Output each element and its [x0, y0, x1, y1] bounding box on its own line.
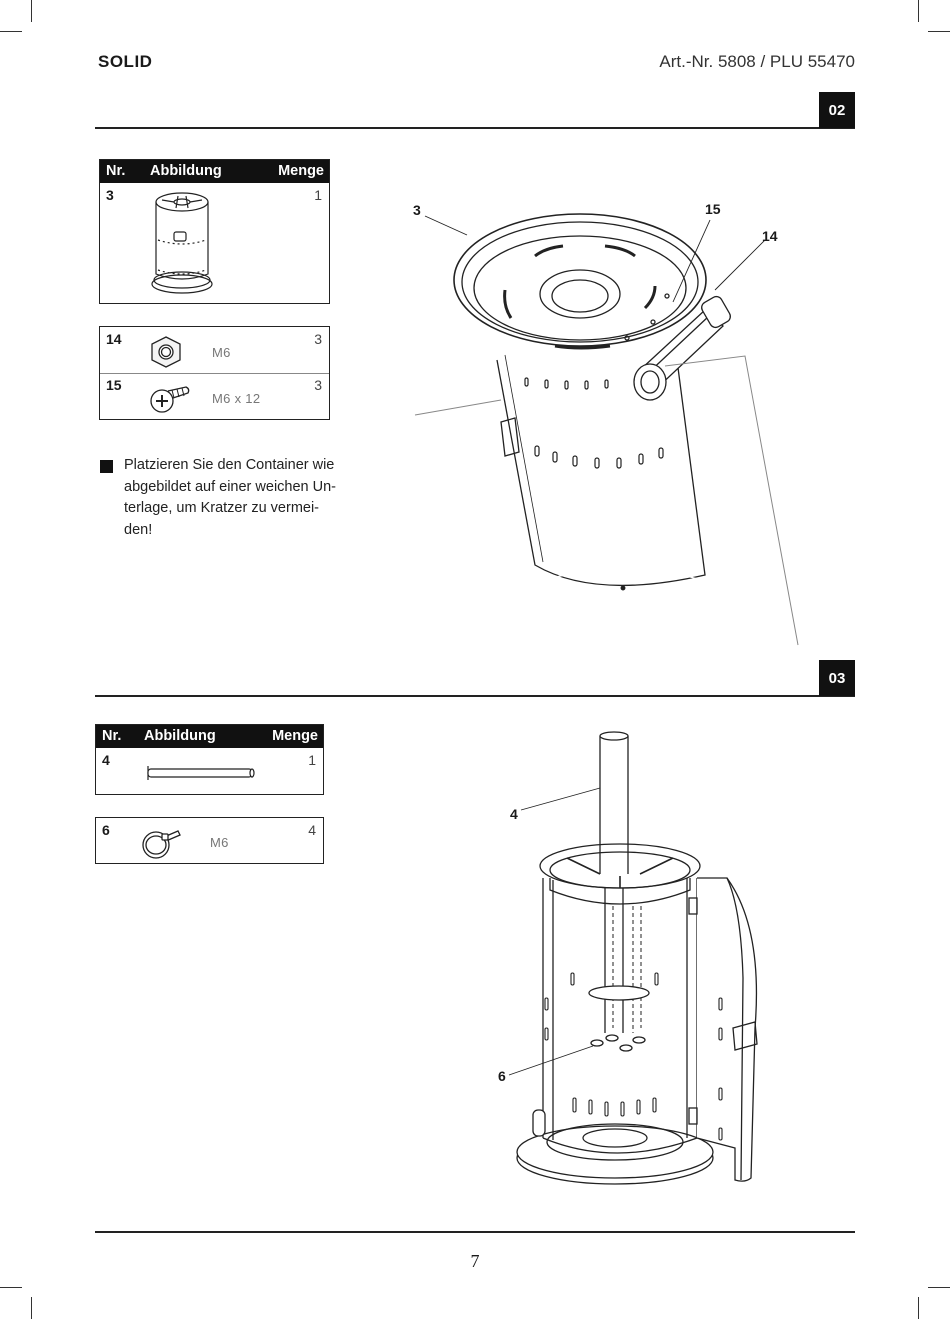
- part-quantity: 4: [308, 822, 316, 838]
- part-spec: M6: [210, 835, 229, 850]
- row-separator: [100, 373, 329, 374]
- note-line: den!: [124, 521, 153, 538]
- crop-mark: [31, 0, 32, 22]
- part-number: 4: [102, 752, 110, 768]
- section-divider: [95, 695, 855, 697]
- crop-mark: [918, 1297, 919, 1319]
- header-abbildung: Abbildung: [144, 728, 216, 744]
- part-quantity: 1: [308, 752, 316, 768]
- container-assembly-illustration: [405, 190, 815, 660]
- part-quantity: 1: [314, 187, 322, 203]
- step-number-badge: 02: [819, 92, 855, 128]
- pole-icon: [142, 761, 258, 785]
- crop-mark: [928, 1287, 950, 1288]
- callout-label: 14: [762, 228, 778, 244]
- burner-container-icon: [148, 188, 220, 300]
- section-divider: [95, 127, 855, 129]
- crop-mark: [928, 31, 950, 32]
- nut-icon: [148, 335, 184, 369]
- crop-mark: [31, 1297, 32, 1319]
- parts-table-header: [100, 160, 329, 183]
- parts-table: [99, 159, 330, 304]
- note-line: Platzieren Sie den Container wie: [124, 457, 335, 473]
- thumb-screw-icon: [140, 823, 184, 861]
- header-abbildung: Abbildung: [150, 163, 222, 179]
- part-spec: M6: [212, 345, 231, 360]
- article-number: Art.-Nr. 5808 / PLU 55470: [659, 52, 855, 71]
- part-quantity: 3: [314, 331, 322, 347]
- note-bullet: [100, 460, 113, 473]
- callout-label: 4: [510, 806, 518, 822]
- header-menge: Menge: [272, 728, 318, 744]
- step-number-badge: 03: [819, 660, 855, 696]
- brand-name: SOLID: [98, 52, 153, 71]
- instruction-note: [124, 455, 339, 541]
- note-line: abgebildet auf einer weichen Un-: [124, 478, 336, 495]
- callout-label: 3: [413, 202, 421, 218]
- page-number: 7: [470, 1251, 480, 1271]
- part-quantity: 3: [314, 377, 322, 393]
- part-number: 14: [106, 331, 122, 347]
- note-line: terlage, um Kratzer zu vermei-: [124, 500, 320, 516]
- callout-label: 6: [498, 1068, 506, 1084]
- part-spec: M6 x 12: [212, 391, 261, 406]
- screw-icon: [148, 379, 192, 417]
- crop-mark: [918, 0, 919, 22]
- part-number: 6: [102, 822, 110, 838]
- header-nr: Nr.: [106, 163, 126, 179]
- part-number: 3: [106, 187, 114, 203]
- heater-frame-illustration: [505, 728, 765, 1198]
- parts-table: [99, 326, 330, 420]
- footer-divider: [95, 1231, 855, 1233]
- parts-table: [95, 817, 324, 864]
- callout-label: 15: [705, 201, 721, 217]
- parts-table-header: [96, 725, 323, 748]
- part-number: 15: [106, 377, 122, 393]
- crop-mark: [0, 1287, 22, 1288]
- header-menge: Menge: [278, 163, 324, 179]
- header-nr: Nr.: [102, 728, 122, 744]
- crop-mark: [0, 31, 22, 32]
- parts-table: [95, 724, 324, 795]
